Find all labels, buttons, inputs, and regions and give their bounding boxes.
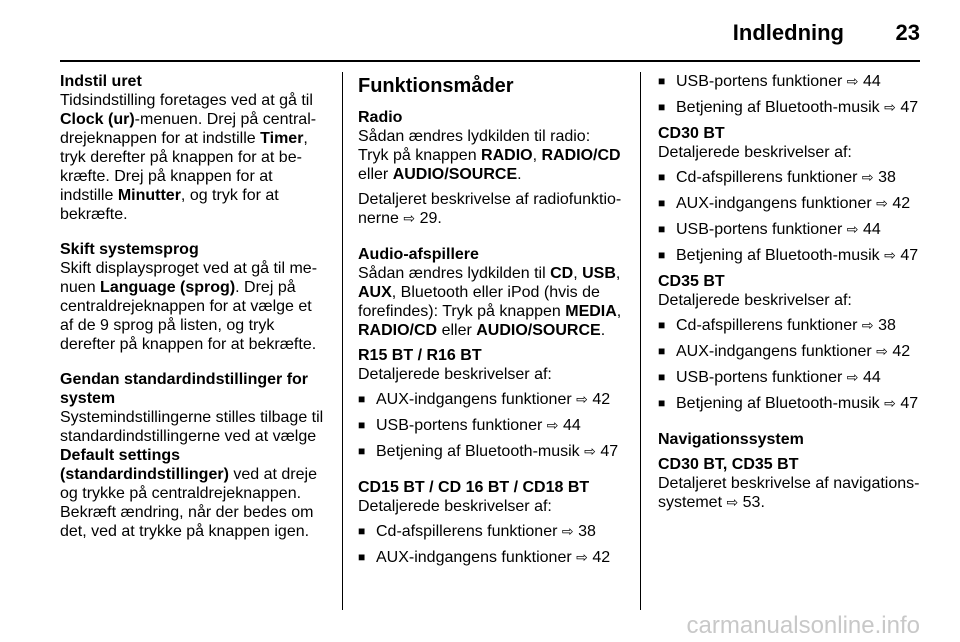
watermark: carmanualsonline.info xyxy=(686,612,920,639)
page-reference[interactable]: 42 xyxy=(892,343,911,360)
paragraph: Detaljeret beskrivelse af navigationssystemet ⇨ 53. xyxy=(658,475,920,511)
page-reference-arrow-icon: ⇨ xyxy=(846,222,859,238)
reference-list xyxy=(358,390,624,462)
button-name: AUX xyxy=(358,284,392,301)
section-heading: Radio xyxy=(358,109,403,126)
page-reference[interactable]: 47 xyxy=(900,99,919,116)
page-reference-arrow-icon: ⇨ xyxy=(884,100,896,116)
page-reference-arrow-icon: ⇨ xyxy=(584,444,596,460)
page-reference-arrow-icon: ⇨ xyxy=(546,418,559,434)
section-heading: Skift systemsprog xyxy=(60,241,199,258)
list-item: ■ USB-portens funktioner ⇨ 44 xyxy=(658,368,920,388)
page-reference[interactable]: 38 xyxy=(878,169,896,186)
list-item: ■ Cd-afspillerens funktioner ⇨ 38 xyxy=(358,522,624,542)
menu-name: Minutter xyxy=(117,187,181,204)
paragraph: Skift displaysproget ved at gå til menuen Language (sprog). Drej på centraldrejeknappen for at vælge et af de 9 sprog på listen, og tryk derefter på knappen for at bekræfte. xyxy=(60,260,318,353)
column-divider xyxy=(640,72,641,610)
list-item: ■ AUX-indgangens funktioner ⇨ 42 xyxy=(358,548,624,568)
list-item: ■ Betjening af Bluetooth-musik ⇨ 47 xyxy=(658,246,920,266)
page-reference-arrow-icon: ⇨ xyxy=(884,396,896,412)
page-reference-arrow-icon: ⇨ xyxy=(576,392,588,408)
section-heading: R15 BT / R16 BT xyxy=(358,347,482,364)
list-item: ■ AUX-indgangens funktioner ⇨ 42 xyxy=(358,390,624,410)
button-name: MEDIA xyxy=(565,303,617,320)
page-reference-arrow-icon: ⇨ xyxy=(576,550,588,566)
page-reference[interactable]: 42 xyxy=(592,549,611,566)
button-name: AUDIO/SOURCE xyxy=(392,166,518,183)
paragraph: Sådan ændres lydkilden til CD, USB, AUX, Bluetooth eller iPod (hvis de forefindes): Tryk på knappen MEDIA, RADIO/CD eller AUDIO/SOURCE. xyxy=(358,265,622,339)
page-reference-arrow-icon: ⇨ xyxy=(876,344,888,360)
header-divider xyxy=(60,60,920,62)
page-number: 23 xyxy=(895,20,920,45)
column-middle xyxy=(358,72,624,568)
section-heading: CD30 BT xyxy=(658,125,725,142)
section-title: Funktionsmåder xyxy=(358,75,514,97)
reference-list xyxy=(358,522,624,568)
page-reference-arrow-icon: ⇨ xyxy=(861,170,874,186)
page-reference-arrow-icon: ⇨ xyxy=(561,524,574,540)
button-name: USB xyxy=(582,265,616,282)
reference-list xyxy=(658,316,920,414)
paragraph: Detaljeret beskrivelse af radiofunktionerne ⇨ 29. xyxy=(358,191,622,227)
page-title: Indledning xyxy=(732,20,844,45)
list-item: ■ USB-portens funktioner ⇨ 44 xyxy=(658,72,920,92)
page-reference-arrow-icon: ⇨ xyxy=(846,74,859,90)
list-item: ■ USB-portens funktioner ⇨ 44 xyxy=(358,416,624,436)
page-reference-arrow-icon: ⇨ xyxy=(846,370,859,386)
page-reference-arrow-icon: ⇨ xyxy=(861,318,874,334)
button-name: AUDIO/SOURCE xyxy=(476,322,601,339)
reference-list xyxy=(658,72,920,118)
page-reference[interactable]: 44 xyxy=(862,73,881,90)
page-reference[interactable]: 38 xyxy=(878,317,896,334)
button-name: CD xyxy=(550,265,574,282)
list-item: ■ Betjening af Bluetooth-musik ⇨ 47 xyxy=(358,442,624,462)
paragraph: Detaljerede beskrivelser af: xyxy=(658,292,852,309)
page-reference-arrow-icon: ⇨ xyxy=(876,196,888,212)
paragraph: Detaljerede beskrivelser af: xyxy=(358,498,552,515)
page-reference[interactable]: 42 xyxy=(892,195,911,212)
button-name: RADIO/CD xyxy=(358,322,438,339)
page-reference[interactable]: 44 xyxy=(862,221,881,238)
menu-name: Clock (ur) xyxy=(60,111,135,128)
page-reference[interactable]: 44 xyxy=(562,417,581,434)
list-item: ■ AUX-indgangens funktioner ⇨ 42 xyxy=(658,342,920,362)
section-heading: CD15 BT / CD 16 BT / CD18 BT xyxy=(358,479,590,496)
subheading: CD30 BT, CD35 BT xyxy=(658,456,799,473)
paragraph: Sådan ændres lydkilden til radio: Tryk på knappen RADIO, RADIO/CD eller AUDIO/SOURCE. xyxy=(358,128,621,183)
list-item: ■ Cd-afspillerens funktioner ⇨ 38 xyxy=(658,168,920,188)
list-item: ■ USB-portens funktioner ⇨ 44 xyxy=(658,220,920,240)
list-item: ■ Betjening af Bluetooth-musik ⇨ 47 xyxy=(658,98,920,118)
paragraph: Tidsindstilling foretages ved at gå til Clock (ur)-menuen. Drej på centraldrejeknappen for at indstille Timer, tryk derefter på knappen for at bekræfte. Drej på knappen for at indstille Minutter, og tryk for at bekræfte. xyxy=(60,92,317,223)
menu-name: Language (sprog) xyxy=(100,279,236,296)
page-reference[interactable]: 29 xyxy=(419,210,438,227)
section-heading: Navigationssystem xyxy=(658,431,804,448)
page-reference[interactable]: 44 xyxy=(862,369,881,386)
paragraph: Detaljerede beskrivelser af: xyxy=(658,144,852,161)
menu-name: Default settings (standardindstillinger) xyxy=(60,447,229,483)
list-item: ■ AUX-indgangens funktioner ⇨ 42 xyxy=(658,194,920,214)
paragraph: Systemindstillingerne stilles tilbage til standardindstillingerne ved at vælge Default settings (standardindstillinger) ved at dreje og trykke på centraldrejeknappen. Bekræft ændring, når der bedes om det, ved at trykke på knappen igen. xyxy=(60,409,324,540)
page-reference-arrow-icon: ⇨ xyxy=(726,495,739,511)
section-heading: Indstil uret xyxy=(60,73,142,90)
button-name: RADIO xyxy=(481,147,533,164)
page-header xyxy=(0,0,960,60)
list-item: ■ Cd-afspillerens funktioner ⇨ 38 xyxy=(658,316,920,336)
page-reference[interactable]: 53 xyxy=(742,494,761,511)
section-heading: Audio-afspillere xyxy=(358,246,479,263)
column-left xyxy=(60,72,326,541)
page-reference[interactable]: 47 xyxy=(600,443,619,460)
section-heading: CD35 BT xyxy=(658,273,725,290)
button-name: RADIO/CD xyxy=(541,147,621,164)
page-reference[interactable]: 47 xyxy=(900,395,919,412)
page-reference[interactable]: 42 xyxy=(592,391,611,408)
list-item: ■ Betjening af Bluetooth-musik ⇨ 47 xyxy=(658,394,920,414)
paragraph: Detaljerede beskrivelser af: xyxy=(358,366,552,383)
section-heading: Gendan standardindstillinger for system xyxy=(60,371,309,407)
menu-name: Timer xyxy=(260,130,304,147)
page-reference[interactable]: 38 xyxy=(578,523,596,540)
page-reference[interactable]: 47 xyxy=(900,247,919,264)
column-right xyxy=(658,72,920,513)
reference-list xyxy=(658,168,920,266)
column-divider xyxy=(342,72,343,610)
page-reference-arrow-icon: ⇨ xyxy=(884,248,896,264)
page-reference-arrow-icon: ⇨ xyxy=(403,211,416,227)
